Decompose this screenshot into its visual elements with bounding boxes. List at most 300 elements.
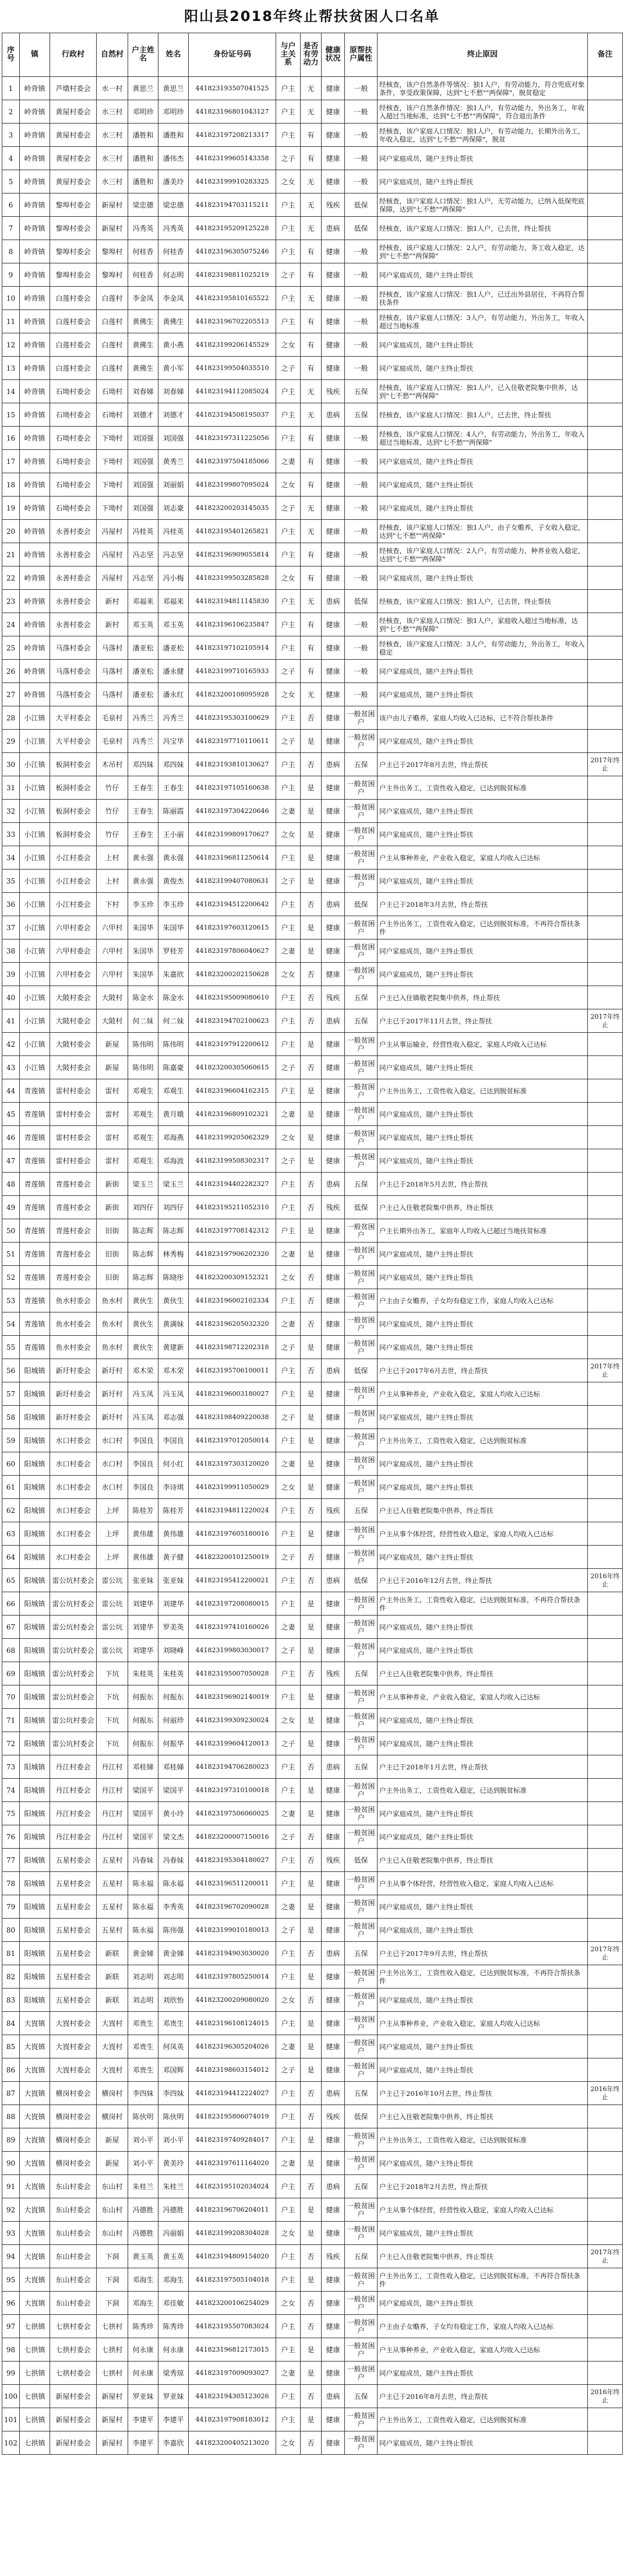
cell-no: 68 (2, 1639, 20, 1662)
cell-labor: 否 (301, 1989, 322, 2012)
cell-name: 黄金娣 (158, 1942, 189, 1965)
cell-note (588, 217, 623, 240)
cell-village: 雷村村委会 (50, 1149, 97, 1173)
cell-town: 阳城镇 (20, 1452, 50, 1476)
cell-relation: 之妻 (276, 1802, 301, 1825)
cell-health: 健康 (322, 427, 345, 450)
cell-id-number: 441823195401265821 (189, 520, 276, 543)
cell-labor: 是 (301, 2012, 322, 2035)
cell-name: 潘美玲 (158, 170, 189, 193)
cell-health: 健康 (322, 1382, 345, 1406)
cell-household-head: 刘志明 (128, 1989, 158, 2012)
cell-health: 健康 (322, 333, 345, 357)
cell-name: 邓桂娣 (158, 1755, 189, 1779)
cell-reason: 同户家庭成员，随户主终止帮扶 (378, 1732, 588, 1755)
cell-health: 健康 (322, 2012, 345, 2035)
cell-name: 李诗琪 (158, 1476, 189, 1499)
cell-hamlet: 水三村 (97, 100, 128, 124)
cell-no: 64 (2, 1546, 20, 1569)
cell-no: 80 (2, 1919, 20, 1942)
cell-id-number: 441823194512200642 (189, 893, 276, 916)
cell-name: 邓福来 (158, 590, 189, 613)
cell-id-number: 441823196902140019 (189, 1685, 276, 1709)
cell-relation: 之妻 (276, 450, 301, 473)
cell-name: 何凤英 (158, 2035, 189, 2058)
table-body (2, 77, 623, 2455)
cell-note (588, 170, 623, 193)
cell-household-head: 黄伟雄 (128, 1522, 158, 1546)
cell-attribute: 一般贫困户 (345, 1616, 378, 1639)
cell-labor: 是 (301, 1895, 322, 1919)
cell-hamlet: 横岗村 (97, 2082, 128, 2105)
cell-name: 黄伙生 (158, 1289, 189, 1312)
cell-village: 五星村委会 (50, 1942, 97, 1965)
cell-hamlet: 冯屋村 (97, 543, 128, 566)
cell-labor: 否 (301, 1312, 322, 1336)
cell-household-head: 冯秀兰 (128, 706, 158, 730)
cell-name: 黄永强 (158, 846, 189, 870)
cell-village: 雷村村委会 (50, 1126, 97, 1149)
cell-hamlet: 新联 (97, 1942, 128, 1965)
cell-reason: 户主已于2017年11月去世，终止帮扶 (378, 1009, 588, 1033)
cell-id-number: 441823199809170627 (189, 823, 276, 846)
cell-labor: 无 (301, 287, 322, 310)
cell-village: 青莲村委会 (50, 1173, 97, 1196)
cell-relation: 之女 (276, 1709, 301, 1732)
cell-no: 5 (2, 170, 20, 193)
cell-town: 大崀镇 (20, 2128, 50, 2152)
cell-name: 黄小燕 (158, 333, 189, 357)
cell-labor: 是 (301, 2268, 322, 2292)
cell-household-head: 黄永强 (128, 870, 158, 893)
cell-health: 健康 (322, 1989, 345, 2012)
cell-town: 阳城镇 (20, 1476, 50, 1499)
table-row (2, 1989, 623, 2012)
cell-town: 岭背镇 (20, 124, 50, 147)
cell-attribute: 一般贫困户 (345, 916, 378, 939)
cell-no: 48 (2, 1173, 20, 1196)
cell-town: 阳城镇 (20, 1825, 50, 1849)
cell-no: 90 (2, 2152, 20, 2175)
cell-attribute: 一般贫困户 (345, 846, 378, 870)
cell-town: 大崀镇 (20, 2058, 50, 2082)
table-row (2, 893, 623, 916)
cell-no: 97 (2, 2315, 20, 2338)
cell-relation: 户主 (276, 1173, 301, 1196)
cell-labor: 是 (301, 730, 322, 753)
cell-health: 健康 (322, 730, 345, 753)
cell-no: 11 (2, 310, 20, 333)
cell-labor: 无 (301, 497, 322, 520)
cell-health: 健康 (322, 870, 345, 893)
cell-household-head: 梁国平 (128, 1802, 158, 1825)
cell-attribute: 一般贫困户 (345, 1732, 378, 1755)
cell-relation: 之女 (276, 963, 301, 986)
cell-reason: 同户家庭成员，随户主终止帮扶 (378, 566, 588, 590)
cell-note: 2016年终止 (588, 2385, 623, 2408)
cell-hamlet: 五星村 (97, 1919, 128, 1942)
cell-household-head: 邓贵生 (128, 2058, 158, 2082)
cell-village: 板洞村委会 (50, 823, 97, 846)
table-row (2, 1872, 623, 1895)
cell-attribute: 一般贫困户 (345, 1895, 378, 1919)
cell-reason: 该户由儿子赡养，家庭人均收入已达标，已不符合帮扶条件 (378, 706, 588, 730)
cell-reason: 同户家庭成员，随户主终止帮扶 (378, 147, 588, 170)
cell-household-head: 李金凤 (128, 287, 158, 310)
cell-village: 新屋村委会 (50, 2431, 97, 2455)
cell-relation: 户主 (276, 2408, 301, 2431)
cell-name: 黄美玲 (158, 2152, 189, 2175)
cell-attribute: 一般 (345, 450, 378, 473)
cell-labor: 是 (301, 1429, 322, 1452)
cell-town: 岭背镇 (20, 287, 50, 310)
cell-labor: 是 (301, 1103, 322, 1126)
cell-hamlet: 五星村 (97, 1872, 128, 1895)
cell-household-head: 何振东 (128, 1732, 158, 1755)
table-row (2, 2408, 623, 2431)
cell-health: 健康 (322, 1965, 345, 1989)
cell-village: 鱼水村委会 (50, 1289, 97, 1312)
cell-relation: 之女 (276, 170, 301, 193)
cell-id-number: 441823199803030017 (189, 1639, 276, 1662)
cell-health: 健康 (322, 1802, 345, 1825)
cell-hamlet: 旧街 (97, 1266, 128, 1289)
cell-no: 51 (2, 1243, 20, 1266)
cell-village: 大陂村委会 (50, 1033, 97, 1056)
cell-note (588, 1965, 623, 1989)
cell-attribute: 一般贫困户 (345, 2408, 378, 2431)
cell-town: 阳城镇 (20, 1499, 50, 1522)
cell-household-head: 邓海生 (128, 2268, 158, 2292)
cell-reason: 同户家庭成员，随户主终止帮扶 (378, 1126, 588, 1149)
cell-labor: 有 (301, 613, 322, 636)
cell-name: 梁忠德 (158, 193, 189, 217)
cell-id-number: 441823199710165933 (189, 660, 276, 683)
table-row (2, 636, 623, 660)
cell-reason: 户主从事个体经营，经营性收入稳定，家庭人均收入已达标 (378, 1872, 588, 1895)
cell-id-number: 441823195303100629 (189, 706, 276, 730)
cell-attribute: 低保 (345, 2105, 378, 2128)
cell-attribute: 一般 (345, 473, 378, 497)
cell-note (588, 1499, 623, 1522)
cell-attribute: 一般贫困户 (345, 1639, 378, 1662)
cell-relation: 之子 (276, 1919, 301, 1942)
cell-labor: 是 (301, 2198, 322, 2222)
cell-hamlet: 上坪 (97, 1546, 128, 1569)
cell-labor: 是 (301, 1033, 322, 1056)
cell-relation: 之女 (276, 473, 301, 497)
cell-no: 70 (2, 1685, 20, 1709)
cell-id-number: 441823199807095024 (189, 473, 276, 497)
cell-note (588, 77, 623, 100)
cell-town: 青莲镇 (20, 1289, 50, 1312)
cell-labor: 是 (301, 2222, 322, 2245)
cell-hamlet: 大崀村 (97, 2058, 128, 2082)
cell-name: 邓观生 (158, 1079, 189, 1103)
cell-health: 患病 (322, 590, 345, 613)
cell-name: 黄伟雄 (158, 1522, 189, 1546)
cell-id-number: 441823198811025219 (189, 263, 276, 287)
cell-attribute: 一般 (345, 287, 378, 310)
cell-household-head: 陈金水 (128, 986, 158, 1009)
cell-labor: 是 (301, 1965, 322, 1989)
cell-reason: 同户家庭成员，随户主终止帮扶 (378, 730, 588, 753)
cell-labor: 是 (301, 916, 322, 939)
cell-id-number: 441823197310100018 (189, 1779, 276, 1802)
cell-note (588, 2175, 623, 2198)
cell-health: 健康 (322, 1056, 345, 1079)
cell-reason: 户主外出务工，工资性收入稳定，已达到脱贫标准 (378, 1429, 588, 1452)
cell-note (588, 193, 623, 217)
cell-name: 潘胜和 (158, 124, 189, 147)
cell-health: 健康 (322, 473, 345, 497)
cell-reason: 户主外出务工，工资性收入稳定，已达到脱贫标准，不再符合帮扶条件 (378, 916, 588, 939)
cell-relation: 户主 (276, 1499, 301, 1522)
table-row (2, 1662, 623, 1685)
cell-id-number: 441823194305123026 (189, 2385, 276, 2408)
cell-id-number: 441823195806074019 (189, 2105, 276, 2128)
cell-labor: 无 (301, 217, 322, 240)
cell-reason: 经核查，该户家庭人口情况：独1人户，有劳动能力，长期外出务工，年收入稳定，达到"七不愁""两保障"，脱贫 (378, 124, 588, 147)
table-row (2, 2012, 623, 2035)
cell-hamlet: 雷公坑 (97, 1639, 128, 1662)
cell-note (588, 1126, 623, 1149)
cell-village: 东山村委会 (50, 2268, 97, 2292)
cell-town: 阳城镇 (20, 1755, 50, 1779)
cell-id-number: 441823199508302317 (189, 1149, 276, 1173)
cell-labor: 是 (301, 1243, 322, 1266)
cell-attribute: 一般 (345, 636, 378, 660)
cell-relation: 户主 (276, 706, 301, 730)
cell-village: 丹江村委会 (50, 1779, 97, 1802)
cell-village: 板洞村委会 (50, 776, 97, 800)
cell-reason: 同户家庭成员，随户主终止帮扶 (378, 2431, 588, 2455)
cell-name: 邓四妹 (158, 753, 189, 776)
cell-village: 横岗村委会 (50, 2082, 97, 2105)
cell-labor: 是 (301, 1219, 322, 1243)
cell-note (588, 1779, 623, 1802)
cell-reason: 户主已入住镇敬老院集中供养，终止帮扶 (378, 986, 588, 1009)
cell-village: 横岗村委会 (50, 2128, 97, 2152)
cell-town: 七拱镇 (20, 2385, 50, 2408)
cell-hamlet: 白莲村 (97, 310, 128, 333)
cell-name: 何丽珍 (158, 1709, 189, 1732)
cell-health: 健康 (322, 124, 345, 147)
cell-note (588, 2362, 623, 2385)
cell-labor: 是 (301, 2058, 322, 2082)
cell-no: 91 (2, 2175, 20, 2198)
cell-relation: 户主 (276, 1965, 301, 1989)
cell-reason: 户主外出务工，工资性收入稳定，已达到脱贫标准 (378, 776, 588, 800)
cell-health: 健康 (322, 800, 345, 823)
cell-no: 101 (2, 2408, 20, 2431)
cell-reason: 户主从事运输业，经营性收入稳定，家庭人均收入已达标 (378, 1033, 588, 1056)
table-row (2, 1312, 623, 1336)
table-row (2, 1755, 623, 1779)
table-row (2, 1779, 623, 1802)
cell-name: 冯秀英 (158, 217, 189, 240)
cell-attribute: 低保 (345, 193, 378, 217)
cell-hamlet: 丹江村 (97, 1755, 128, 1779)
cell-village: 水口村委会 (50, 1546, 97, 1569)
cell-village: 石坳村委会 (50, 403, 97, 427)
cell-name: 梁玉兰 (158, 1173, 189, 1196)
cell-id-number: 441823194402282327 (189, 1173, 276, 1196)
cell-village: 青莲村委会 (50, 1196, 97, 1219)
cell-relation: 户主 (276, 2338, 301, 2362)
cell-labor: 是 (301, 846, 322, 870)
header-reason: 终止原因 (378, 33, 588, 77)
cell-reason: 同户家庭成员，随户主终止帮扶 (378, 1802, 588, 1825)
cell-attribute: 一般贫困户 (345, 2128, 378, 2152)
cell-hamlet: 下坑 (97, 1732, 128, 1755)
cell-town: 小江镇 (20, 939, 50, 963)
cell-town: 大崀镇 (20, 2222, 50, 2245)
cell-hamlet: 水口村 (97, 1452, 128, 1476)
cell-attribute: 低保 (345, 217, 378, 240)
cell-labor: 有 (301, 333, 322, 357)
cell-name: 李秀英 (158, 1895, 189, 1919)
cell-reason: 户主已于2016年10月去世，终止帮扶 (378, 2082, 588, 2105)
cell-labor: 是 (301, 823, 322, 846)
cell-note (588, 1243, 623, 1266)
cell-town: 岭背镇 (20, 543, 50, 566)
cell-attribute: 五保 (345, 1499, 378, 1522)
table-row (2, 2175, 623, 2198)
table-row (2, 1685, 623, 1709)
cell-village: 青莲村委会 (50, 1243, 97, 1266)
table-row (2, 613, 623, 636)
cell-hamlet: 雷村 (97, 1149, 128, 1173)
table-row (2, 1965, 623, 1989)
cell-household-head: 朱国华 (128, 939, 158, 963)
cell-household-head: 陈志辉 (128, 1243, 158, 1266)
cell-name: 刘德才 (158, 403, 189, 427)
cell-note (588, 1546, 623, 1569)
cell-hamlet: 七拱村 (97, 2315, 128, 2338)
cell-relation: 户主 (276, 1872, 301, 1895)
cell-household-head: 邓明珍 (128, 100, 158, 124)
cell-attribute: 一般贫困户 (345, 2152, 378, 2175)
cell-no: 15 (2, 403, 20, 427)
cell-labor: 否 (301, 1755, 322, 1779)
cell-village: 五星村委会 (50, 1965, 97, 1989)
table-row (2, 2082, 623, 2105)
cell-labor: 有 (301, 660, 322, 683)
cell-attribute: 一般 (345, 310, 378, 333)
table-row (2, 2035, 623, 2058)
cell-name: 黄子健 (158, 1546, 189, 1569)
cell-town: 青莲镇 (20, 1149, 50, 1173)
cell-town: 岭背镇 (20, 170, 50, 193)
cell-no: 94 (2, 2245, 20, 2268)
cell-town: 岭背镇 (20, 240, 50, 263)
cell-health: 健康 (322, 1266, 345, 1289)
cell-health: 健康 (322, 2035, 345, 2058)
cell-attribute: 一般 (345, 170, 378, 193)
table-row (2, 240, 623, 263)
cell-household-head: 潘亚松 (128, 683, 158, 706)
cell-attribute: 一般贫困户 (345, 2035, 378, 2058)
cell-attribute: 一般 (345, 124, 378, 147)
cell-town: 岭背镇 (20, 683, 50, 706)
cell-name: 罗桂芳 (158, 939, 189, 963)
cell-health: 残疾 (322, 380, 345, 403)
cell-village: 雷公坑村委会 (50, 1569, 97, 1592)
cell-hamlet: 大陂村 (97, 986, 128, 1009)
cell-health: 患病 (322, 217, 345, 240)
cell-hamlet: 丹江村 (97, 1825, 128, 1849)
cell-village: 雷公坑村委会 (50, 1732, 97, 1755)
cell-relation: 户主 (276, 1849, 301, 1872)
cell-health: 患病 (322, 1569, 345, 1592)
cell-hamlet: 五星村 (97, 1849, 128, 1872)
cell-household-head: 邓福来 (128, 590, 158, 613)
cell-labor: 是 (301, 870, 322, 893)
cell-health: 残疾 (322, 1499, 345, 1522)
cell-health: 健康 (322, 1406, 345, 1429)
cell-hamlet: 下洞 (97, 2292, 128, 2315)
cell-note (588, 520, 623, 543)
cell-attribute: 一般贫困户 (345, 1219, 378, 1243)
cell-relation: 户主 (276, 2245, 301, 2268)
cell-name: 邓海生 (158, 2268, 189, 2292)
cell-hamlet: 上村 (97, 870, 128, 893)
cell-attribute: 一般贫困户 (345, 1312, 378, 1336)
cell-attribute: 五保 (345, 1173, 378, 1196)
cell-reason: 户主已入住敬老院集中供养，终止帮扶 (378, 1662, 588, 1685)
cell-reason: 户主已于2018年3月去世，终止帮扶 (378, 893, 588, 916)
cell-labor: 无 (301, 193, 322, 217)
cell-attribute: 一般贫困户 (345, 1825, 378, 1849)
cell-hamlet: 旧街 (97, 1243, 128, 1266)
cell-household-head: 邓桂娣 (128, 1755, 158, 1779)
cell-id-number: 441823200309152321 (189, 1266, 276, 1289)
cell-no: 95 (2, 2268, 20, 2292)
cell-village: 小江村委会 (50, 893, 97, 916)
cell-relation: 之女 (276, 566, 301, 590)
cell-no: 75 (2, 1802, 20, 1825)
cell-town: 大崀镇 (20, 2198, 50, 2222)
cell-village: 东山村委会 (50, 2292, 97, 2315)
cell-attribute: 一般贫困户 (345, 870, 378, 893)
cell-no: 96 (2, 2292, 20, 2315)
cell-village: 雷公坑村委会 (50, 1616, 97, 1639)
cell-reason: 同户家庭成员，随户主终止帮扶 (378, 963, 588, 986)
cell-reason: 同户家庭成员，随户主终止帮扶 (378, 1825, 588, 1849)
cell-village: 马落村委会 (50, 636, 97, 660)
cell-no: 67 (2, 1616, 20, 1639)
table-row (2, 2198, 623, 2222)
cell-hamlet: 马落村 (97, 683, 128, 706)
cell-reason: 同户家庭成员，随户主终止帮扶 (378, 939, 588, 963)
cell-hamlet: 冯屋村 (97, 520, 128, 543)
table-row (2, 823, 623, 846)
cell-name: 黄思兰 (158, 77, 189, 100)
cell-name: 王春生 (158, 776, 189, 800)
cell-no: 16 (2, 427, 20, 450)
cell-no: 12 (2, 333, 20, 357)
cell-hamlet: 大陂村 (97, 1009, 128, 1033)
cell-name: 刘晓峰 (158, 1639, 189, 1662)
cell-health: 健康 (322, 2268, 345, 2292)
cell-note (588, 1662, 623, 1685)
cell-id-number: 441823196702205513 (189, 310, 276, 333)
cell-no: 78 (2, 1872, 20, 1895)
cell-name: 冯秀兰 (158, 706, 189, 730)
cell-town: 阳城镇 (20, 1382, 50, 1406)
cell-town: 阳城镇 (20, 1849, 50, 1872)
